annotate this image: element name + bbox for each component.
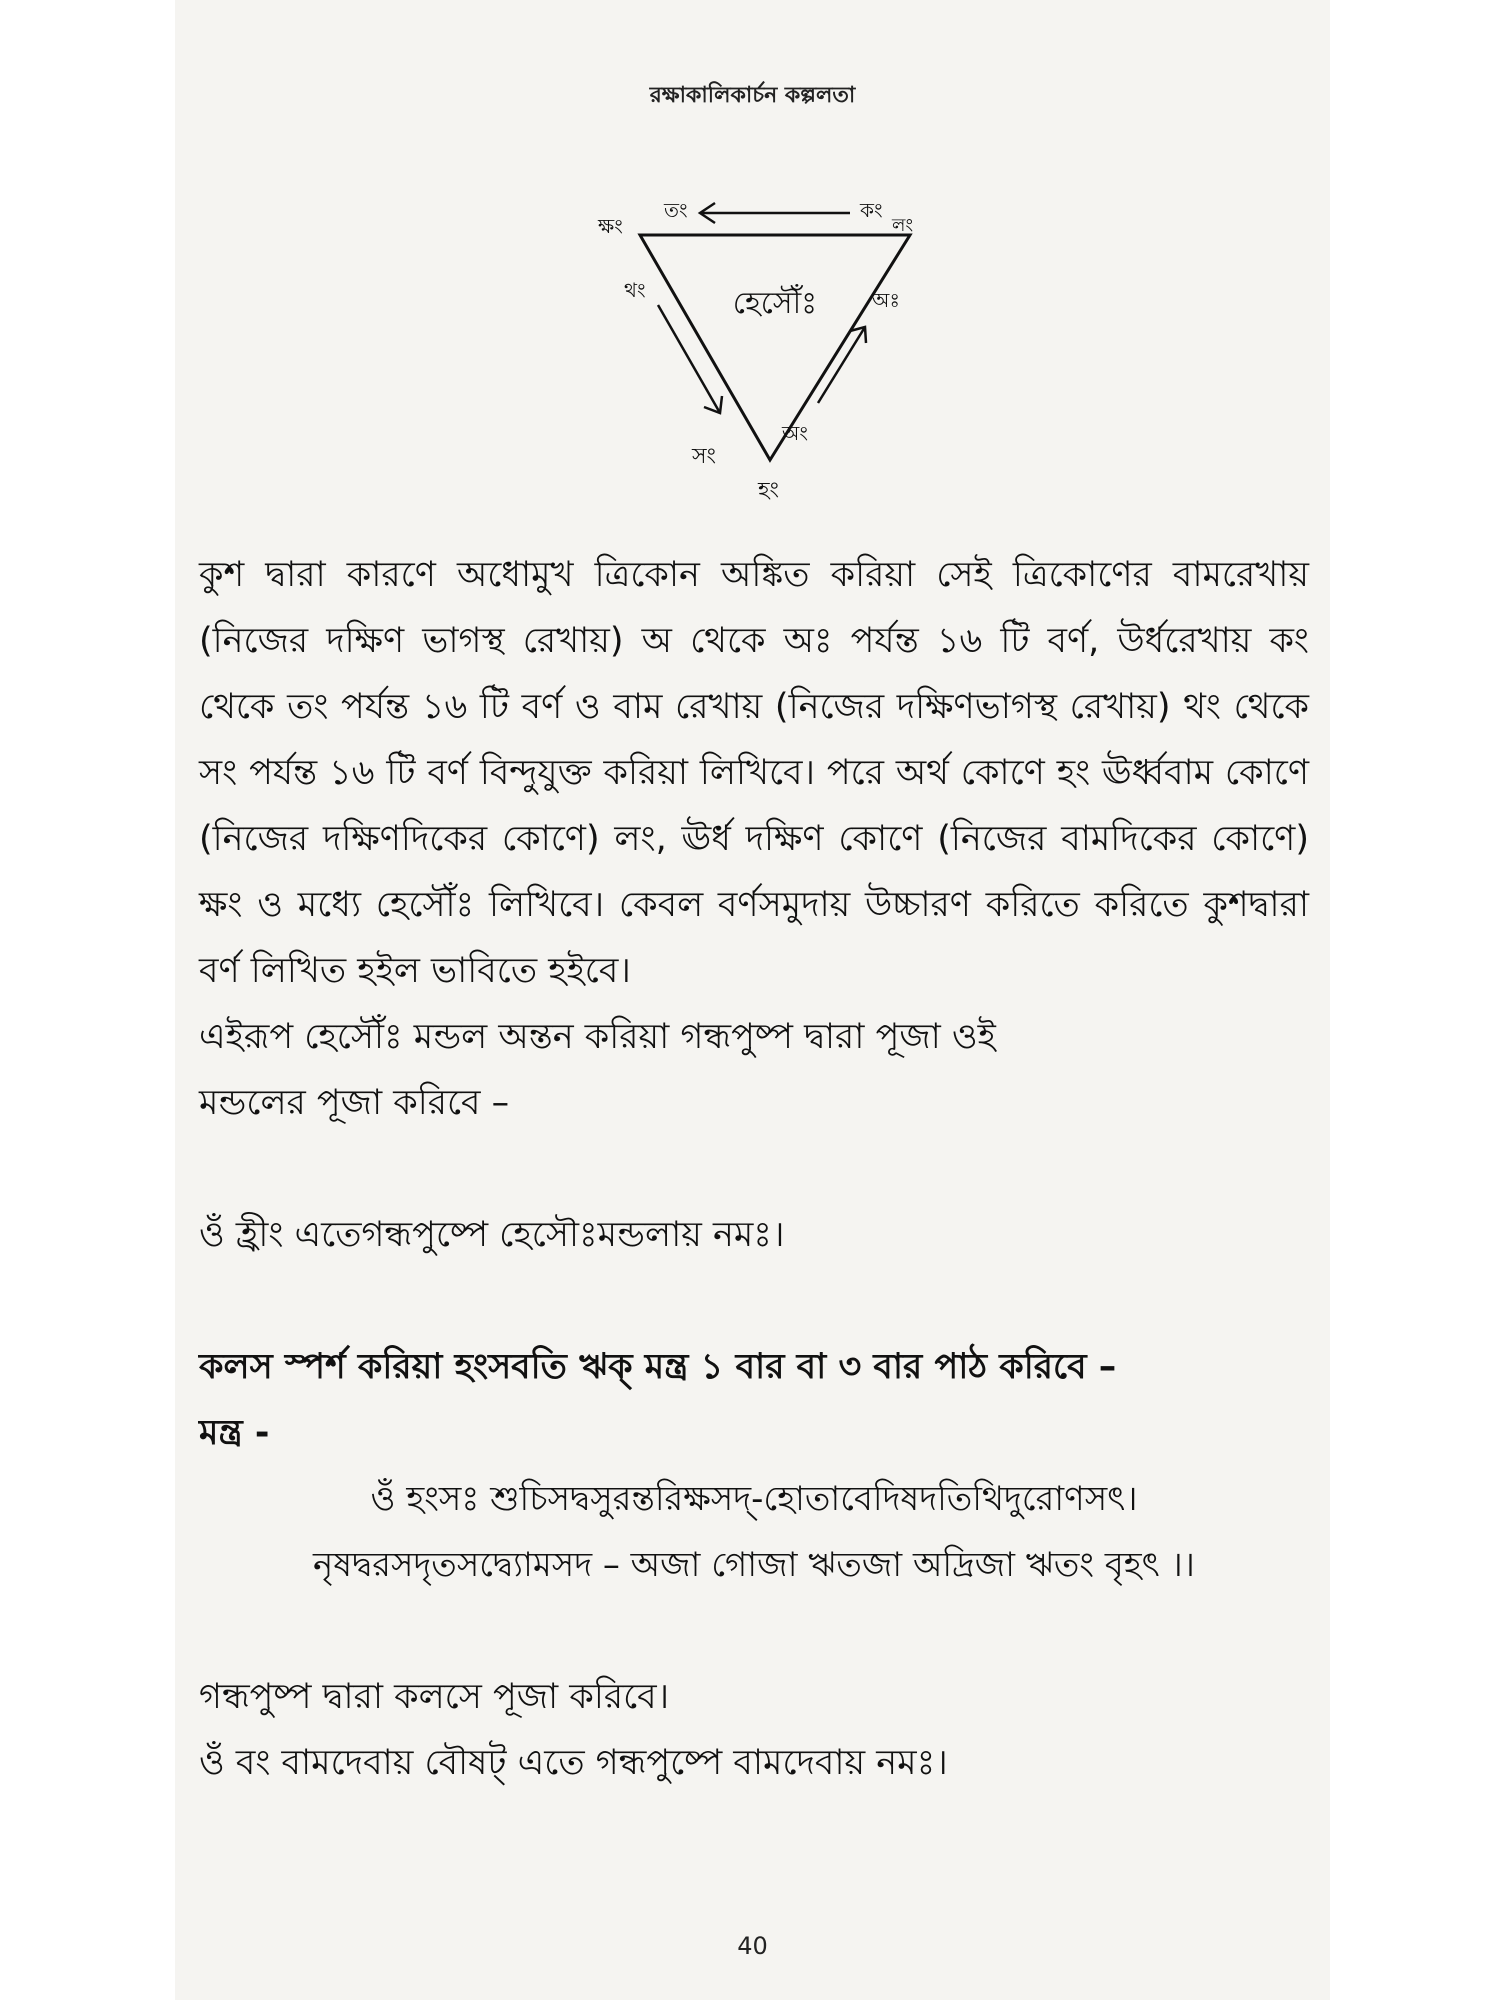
instruction-paragraph: কুশ দ্বারা কারণে অধোমুখ ত্রিকোন অঙ্কিত করিয়া সেই ত্রিকোণের বামরেখায় (নিজের দক্ষিণ ভাগস্থ রেখায়) অ থেকে অঃ পর্যন্ত ১৬ টি বর্ণ, উর্ধরেখায় কং থেকে তং পর্যন্ত ১৬ টি বর্ণ ও বাম রেখায় (নিজের দক্ষিণভাগস্থ রেখায়) থং থেকে সং পর্যন্ত ১৬ টি বর্ণ বিন্দুযুক্ত করিয়া লিখিবে। পরে অর্থ কোণে হং ঊর্ধ্ববাম কোণে (নিজের দক্ষিণদিকের কোণে) লং, ঊর্ধ দক্ষিণ কোণে (নিজের বামদিকের কোণে) ক্ষং ও মধ্যে হেসৌঁঃ লিখিবে। কেবল বর্ণসমুদায় উচ্চারণ করিতে করিতে কুশদ্বারা বর্ণ লিখিত হইল ভাবিতে হইবে। xyxy=(199,555,1309,991)
corner-label-top-left: ক্ষং xyxy=(598,214,623,238)
right-arrow xyxy=(818,327,865,403)
diagram-center-label: হেসৌঁঃ xyxy=(732,286,818,321)
corner-outer-label: লং xyxy=(892,215,914,236)
page-number: 40 xyxy=(737,1932,768,1960)
book-page xyxy=(175,0,1330,2000)
right-edge-end-label: অঃ xyxy=(872,288,900,312)
left-edge-start-label: থং xyxy=(624,278,646,302)
worship-line: গন্ধপুষ্প দ্বারা কলসে পূজা করিবে। xyxy=(199,1677,670,1717)
triangle-mandala-diagram xyxy=(520,185,980,515)
kalash-heading: কলস স্পর্শ করিয়া হংসবতি ঋক্ মন্ত্র ১ বার বা ৩ বার পাঠ করিবে – xyxy=(199,1347,1117,1387)
vamadeva-mantra: ওঁ বং বামদেবায় বৌষট্ এতে গন্ধপুষ্পে বামদেবায় নমঃ। xyxy=(199,1743,948,1783)
verse-line-2: নৃষদ্বরসদৃতসদ্ব্যোমসদ – অজা গোজা ঋতজা অদ্রিজা ঋতং বৃহৎ ।। xyxy=(313,1545,1195,1585)
spacer xyxy=(199,1598,1309,1664)
top-edge-end-label: তং xyxy=(664,198,688,222)
mandala-mantra: ওঁ হ্রীং এতেগন্ধপুষ্পে হেসৌঃমন্ডলায় নমঃ। xyxy=(199,1215,785,1255)
left-edge-end-label: সং xyxy=(692,444,717,469)
right-edge-start-label: অং xyxy=(782,421,808,445)
mandala-line-2: মন্ডলের পূজা করিবে – xyxy=(199,1083,510,1123)
mantra-label: মন্ত্র - xyxy=(199,1413,270,1453)
bottom-corner-label: হং xyxy=(758,478,780,503)
inverted-triangle xyxy=(640,235,910,460)
running-header: রক্ষাকালিকার্চন কল্পলতা xyxy=(649,83,856,108)
spacer xyxy=(199,1268,1309,1334)
verse-line-1: ওঁ হংসঃ শুচিসদ্বসুরন্তরিক্ষসদ্-হোতাবেদিষদতিথিদুরোণসৎ। xyxy=(370,1479,1138,1519)
page-body xyxy=(199,542,1309,1796)
mandala-line-1: এইরূপ হেসৌঁঃ মন্ডল অন্তন করিয়া গন্ধপুষ্প দ্বারা পূজা ওই xyxy=(199,1017,996,1057)
spacer xyxy=(199,1136,1309,1202)
diagram-svg xyxy=(520,185,980,515)
corner-label-top-right: কং xyxy=(860,198,883,222)
